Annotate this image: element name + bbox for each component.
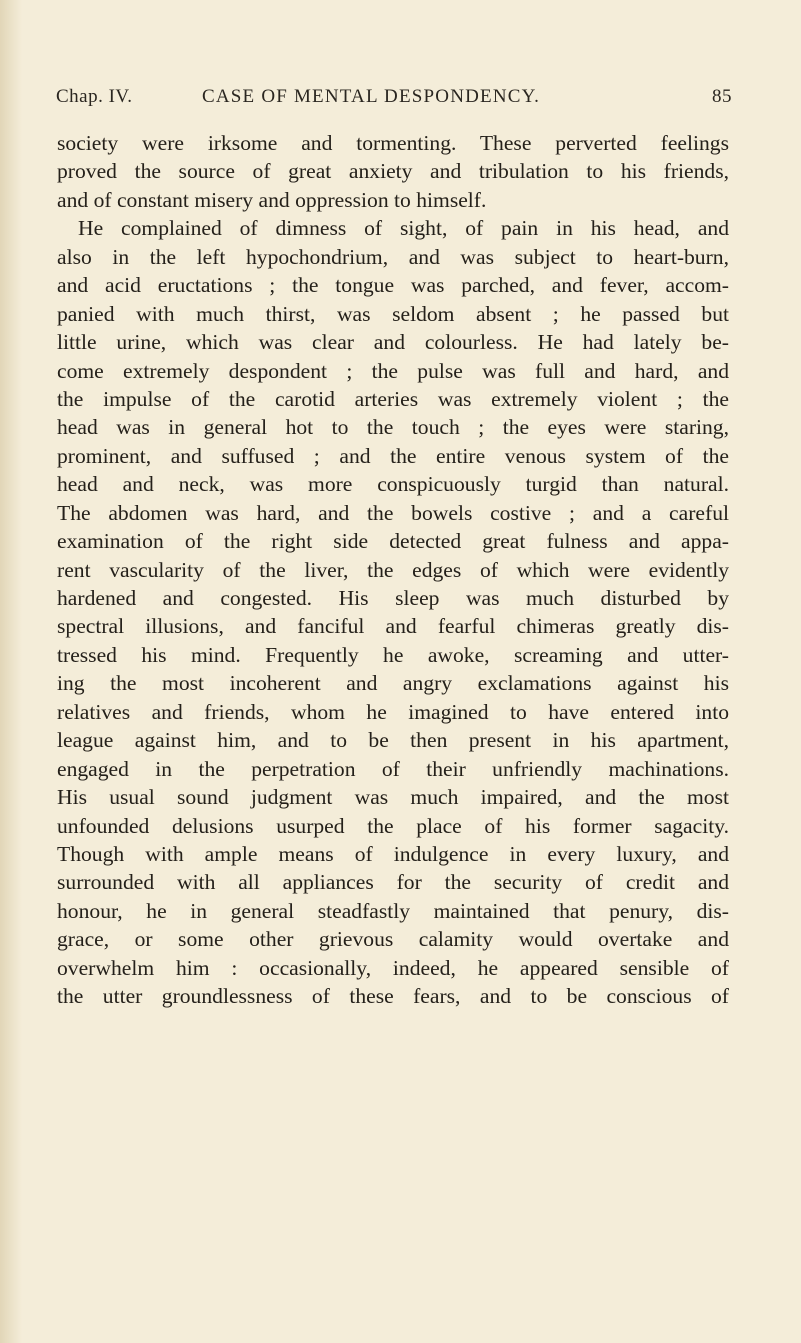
text-line: head and neck, was more conspicuously turgid than natural. [57, 472, 729, 497]
text-line: tressed his mind. Frequently he awoke, screaming and utter- [57, 642, 729, 667]
body-text [57, 129, 729, 1011]
text-line: panied with much thirst, was seldom absent ; he passed but [57, 301, 729, 326]
page-number: 85 [712, 86, 732, 107]
text-line: His usual sound judgment was much impaired, and the most [57, 785, 729, 810]
text-line: little urine, which was clear and colourless. He had lately be- [57, 330, 729, 355]
text-line: come extremely despondent ; the pulse was full and hard, and [57, 358, 729, 383]
text-line: surrounded with all appliances for the security of credit and [57, 870, 729, 895]
text-line: prominent, and suffused ; and the entire venous system of the [57, 443, 729, 468]
text-line: also in the left hypochondrium, and was subject to heart-burn, [57, 244, 729, 269]
chapter-label: Chap. IV. [56, 86, 133, 107]
text-line: The abdomen was hard, and the bowels costive ; and a careful [57, 500, 729, 525]
text-line: league against him, and to be then present in his apartment, [57, 728, 729, 753]
text-line: the utter groundlessness of these fears, and to be conscious of [57, 984, 729, 1009]
text-line: He complained of dimness of sight, of pain in his head, and [78, 216, 729, 241]
chapter-title: CASE OF MENTAL DESPONDENCY. [202, 86, 541, 107]
text-line: the impulse of the carotid arteries was extremely violent ; the [57, 386, 729, 411]
text-line: and of constant misery and oppression to himself. [57, 187, 487, 212]
text-line: and acid eructations ; the tongue was parched, and fever, accom- [57, 273, 729, 298]
text-line: hardened and congested. His sleep was much disturbed by [57, 586, 729, 610]
text-line: engaged in the perpetration of their unfriendly machinations. [57, 756, 729, 781]
running-head [56, 86, 732, 116]
text-line: spectral illusions, and fanciful and fearful chimeras greatly dis- [57, 614, 729, 639]
text-line: overwhelm him : occasionally, indeed, he appeared sensible of [57, 955, 729, 980]
text-line: grace, or some other grievous calamity would overtake and [57, 927, 729, 952]
text-line: ing the most incoherent and angry exclamations against his [57, 671, 729, 696]
text-line: unfounded delusions usurped the place of his former sagacity. [57, 813, 729, 838]
text-line: society were irksome and tormenting. These perverted feelings [57, 131, 729, 155]
text-line: examination of the right side detected great fulness and appa- [57, 529, 729, 554]
text-line: head was in general hot to the touch ; the eyes were staring, [57, 415, 729, 440]
text-line: rent vascularity of the liver, the edges of which were evidently [57, 557, 729, 582]
text-line: proved the source of great anxiety and tribulation to his friends, [57, 159, 729, 184]
text-line: Though with ample means of indulgence in every luxury, and [57, 841, 729, 866]
text-line: relatives and friends, whom he imagined to have entered into [57, 699, 729, 724]
text-line: honour, he in general steadfastly maintained that penury, dis- [57, 898, 729, 923]
